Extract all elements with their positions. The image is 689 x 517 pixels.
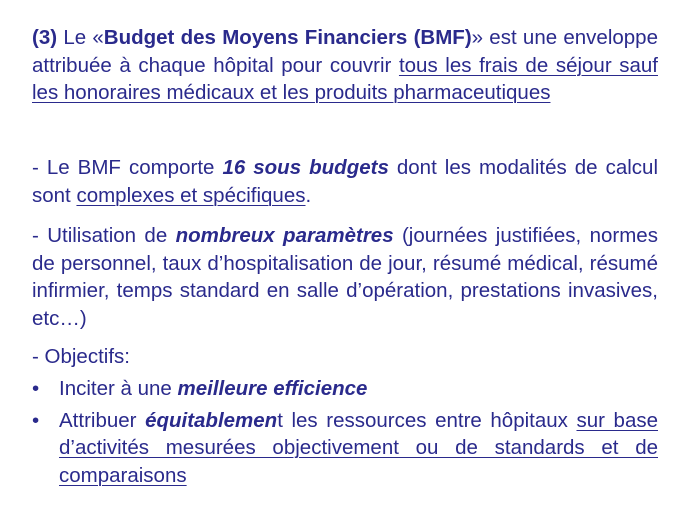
- emphasis-text: nombreux paramètres: [175, 224, 394, 247]
- bullet-icon: •: [32, 377, 40, 400]
- text: t les ressources entre hôpitaux: [277, 408, 577, 432]
- bullet-icon: •: [32, 408, 40, 432]
- paragraph-sub-budgets: [32, 154, 658, 209]
- emphasis-text: 16 sous budgets: [222, 156, 389, 179]
- text: » est une enveloppe attribuée à chaque hôpital pour couvrir: [32, 26, 658, 77]
- text: (journées justifiées, normes de personnel, taux d’hospitalisation de jour, résumé médical, résumé infirmier, temps standard en salle d’opération, prestations invasives, etc…): [32, 224, 658, 330]
- emphasis-text: meilleure efficience: [177, 377, 368, 400]
- underlined-text: complexes et spécifiques: [76, 183, 306, 207]
- text: .: [305, 183, 312, 207]
- underlined-text: sur base d’activités mesurées objectivement ou de standards et de comparaisons: [59, 408, 658, 487]
- text: dont les modalités de calcul sont: [32, 156, 658, 207]
- text: - Le BMF comporte: [32, 156, 223, 179]
- text: - Objectifs:: [32, 345, 130, 368]
- list-item: [32, 407, 658, 490]
- paragraph-objectives: [32, 343, 658, 371]
- objectives-list: [32, 375, 658, 493]
- paragraph-bmf-definition: [32, 24, 658, 107]
- bmf-title: Budget des Moyens Financiers (BMF): [103, 26, 472, 49]
- text: - Utilisation de: [32, 224, 176, 247]
- paragraph-parameters: [32, 222, 658, 332]
- text: Le «: [57, 26, 104, 49]
- text: Inciter à une: [59, 377, 178, 400]
- section-number: (3): [32, 26, 58, 49]
- underlined-text: tous les frais de séjour sauf les honoraires médicaux et les produits pharmaceutiques: [32, 53, 658, 104]
- text: Attribuer: [59, 408, 146, 432]
- emphasis-text: équitablemen: [145, 408, 278, 432]
- list-item: [32, 375, 658, 403]
